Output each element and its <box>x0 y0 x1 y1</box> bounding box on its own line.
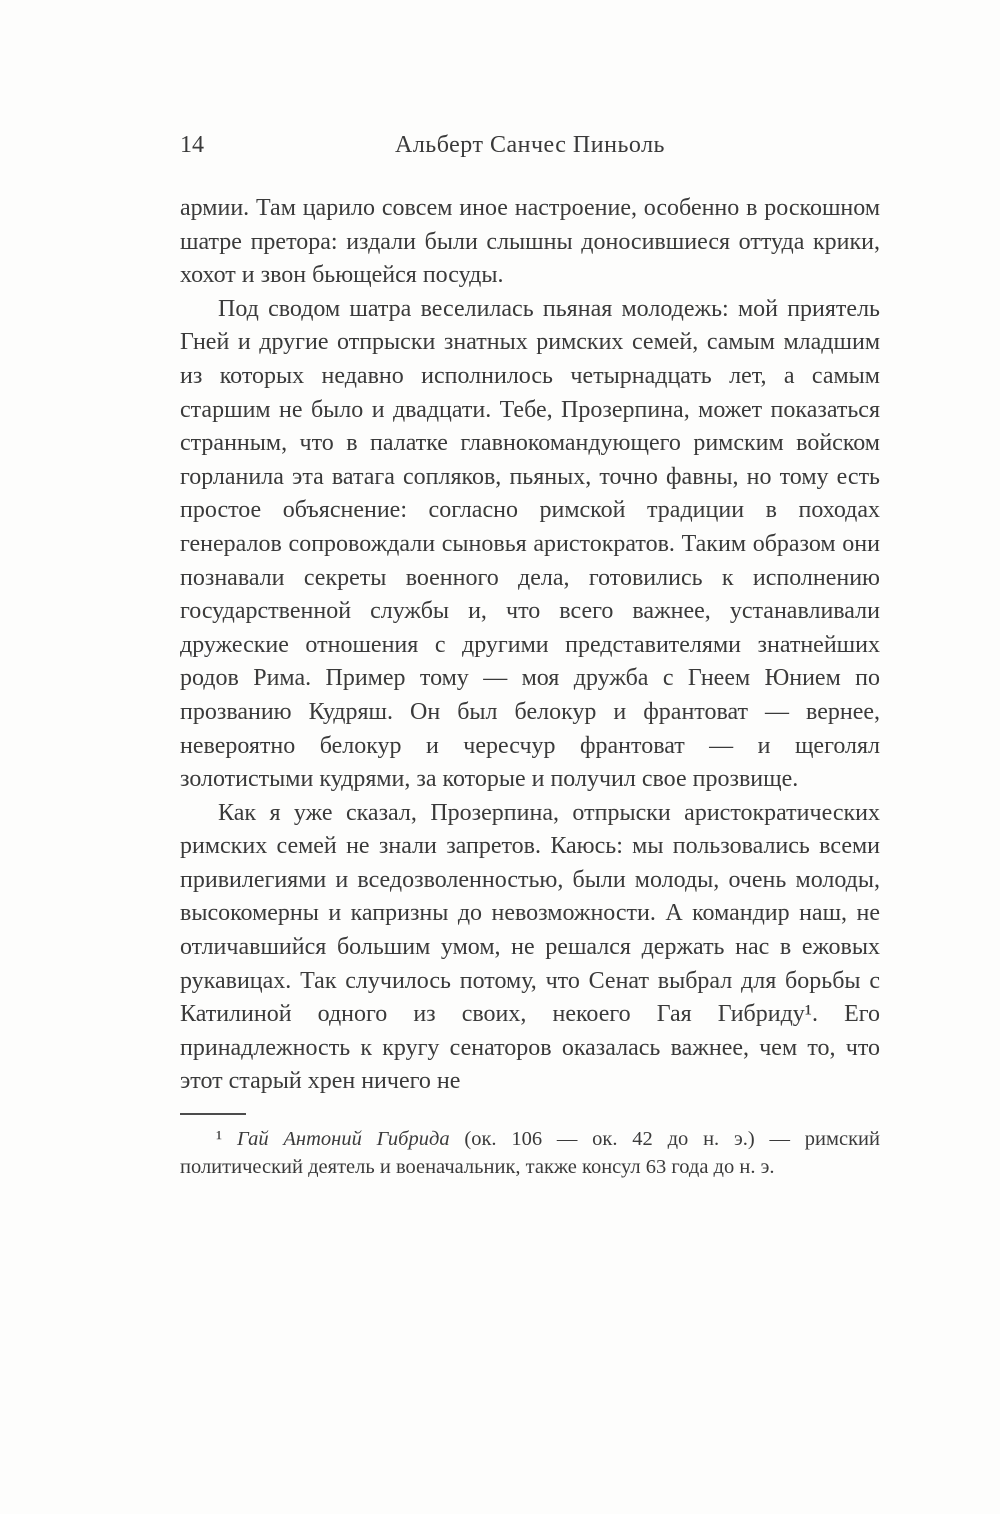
footnote-marker: ¹ <box>216 1128 223 1151</box>
footnote-person-name: Гай Антоний Гибрида <box>236 1128 450 1151</box>
paragraph: Как я уже сказал, Прозерпина, отпрыски аристократических римских семей не знали запретов. Каюсь: мы пользовались всеми привилегиями и вседозволенностью, были молоды, очень молоды, высокомерны и капризны до невозможности. А командир наш, не отличавшийся большим умом, не решался держать нас в ежовых рукавицах. Так случилось потому, что Сенат выбрал для борьбы с Катилиной одного из своих, некоего Гая Гибриду¹. Его принадлежность к кругу сенаторов оказалась важнее, чем то, что этот старый хрен ничего не <box>180 799 880 1095</box>
running-title: Альберт Санчес Пиньоль <box>394 132 666 158</box>
page-header <box>180 128 880 162</box>
footnote-area <box>180 1113 880 1181</box>
footnote <box>180 1125 880 1181</box>
body-text <box>180 192 880 1099</box>
paragraph-continuation: армии. Там царило совсем иное настроение, особенно в роскошном шатре претора: издали были слышны доносившиеся оттуда крики, хохот и звон бьющейся посуды. <box>180 195 880 289</box>
footnote-divider <box>180 1113 246 1115</box>
page-number: 14 <box>180 132 204 158</box>
footnote-text: (ок. 106 — ок. 42 до н. э.) — римский политический деятель и военачальник, также консул 63 года до н. э. <box>180 1128 881 1179</box>
paragraph: Под сводом шатра веселилась пьяная молодежь: мой приятель Гней и другие отпрыски знатных римских семей, самым младшим из которых недавно исполнилось четырнадцать лет, а самым старшим не было и двадцати. Тебе, Прозерпина, может показаться странным, что в палатке главнокомандующего римским войском горланила эта ватага сопляков, пьяных, точно фавны, но тому есть простое объяснение: согласно римской традиции в походах генералов сопровождали сыновья аристократов. Таким образом они познавали секреты военного дела, готовились к исполнению государственной службы и, что всего важнее, устанавливали дружеские отношения с другими представителями знатнейших родов Рима. Пример тому — моя дружба с Гнеем Юнием по прозванию Кудряш. Он был белокур и франтоват — вернее, невероятно белокур и чересчур франтоват — и щеголял золотистыми кудрями, за которые и получил свое прозвище. <box>180 295 880 793</box>
